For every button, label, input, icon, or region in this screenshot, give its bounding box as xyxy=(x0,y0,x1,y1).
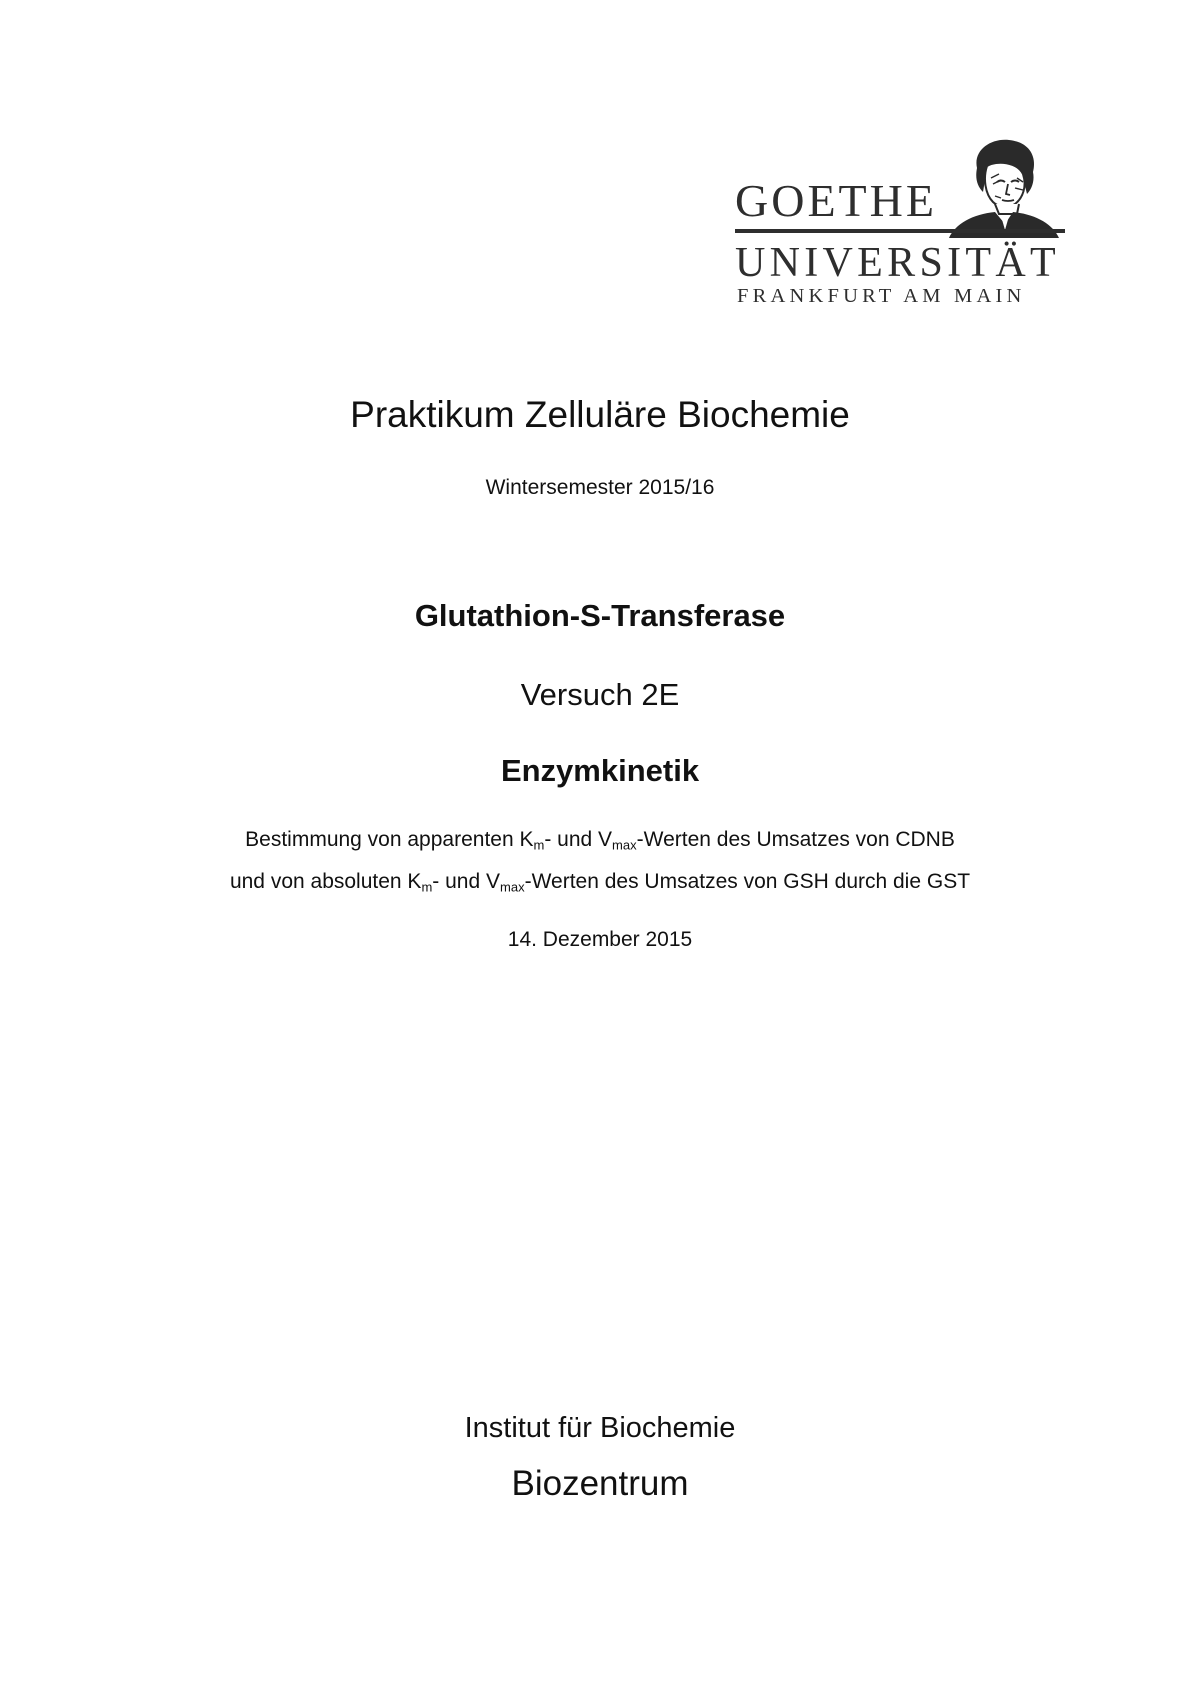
description-line-2: und von absoluten $K_m-$ und $V_{max}$-Werten des Umsatzes von GSH durch die GST xyxy=(229,870,971,895)
logo-divider xyxy=(735,229,940,233)
enzyme-heading: Glutathion-S-Transferase xyxy=(414,598,786,633)
logo-universitaet-text: UNIVERSITÄT xyxy=(735,240,1060,286)
document-date: 14. Dezember 2015 xyxy=(507,928,693,951)
semester-label: Wintersemester 2015/16 xyxy=(485,476,715,499)
description-line-1: Bestimmung von apparenten $K_m-$ und $V_{max}$-Werten des Umsatzes von CDNB xyxy=(245,828,955,853)
page-title: Praktikum Zelluläre Biochemie xyxy=(350,394,850,435)
logo-city-text: FRANKFURT AM MAIN xyxy=(737,285,1026,307)
logo-goethe-text: GOETHE xyxy=(735,175,937,226)
institute-name: Institut für Biochemie xyxy=(464,1412,736,1444)
goethe-portrait-icon xyxy=(939,138,1065,238)
center-name: Biozentrum xyxy=(511,1464,689,1503)
university-logo xyxy=(735,138,1065,308)
topic-heading: Enzymkinetik xyxy=(500,753,700,788)
experiment-number: Versuch 2E xyxy=(520,677,680,712)
